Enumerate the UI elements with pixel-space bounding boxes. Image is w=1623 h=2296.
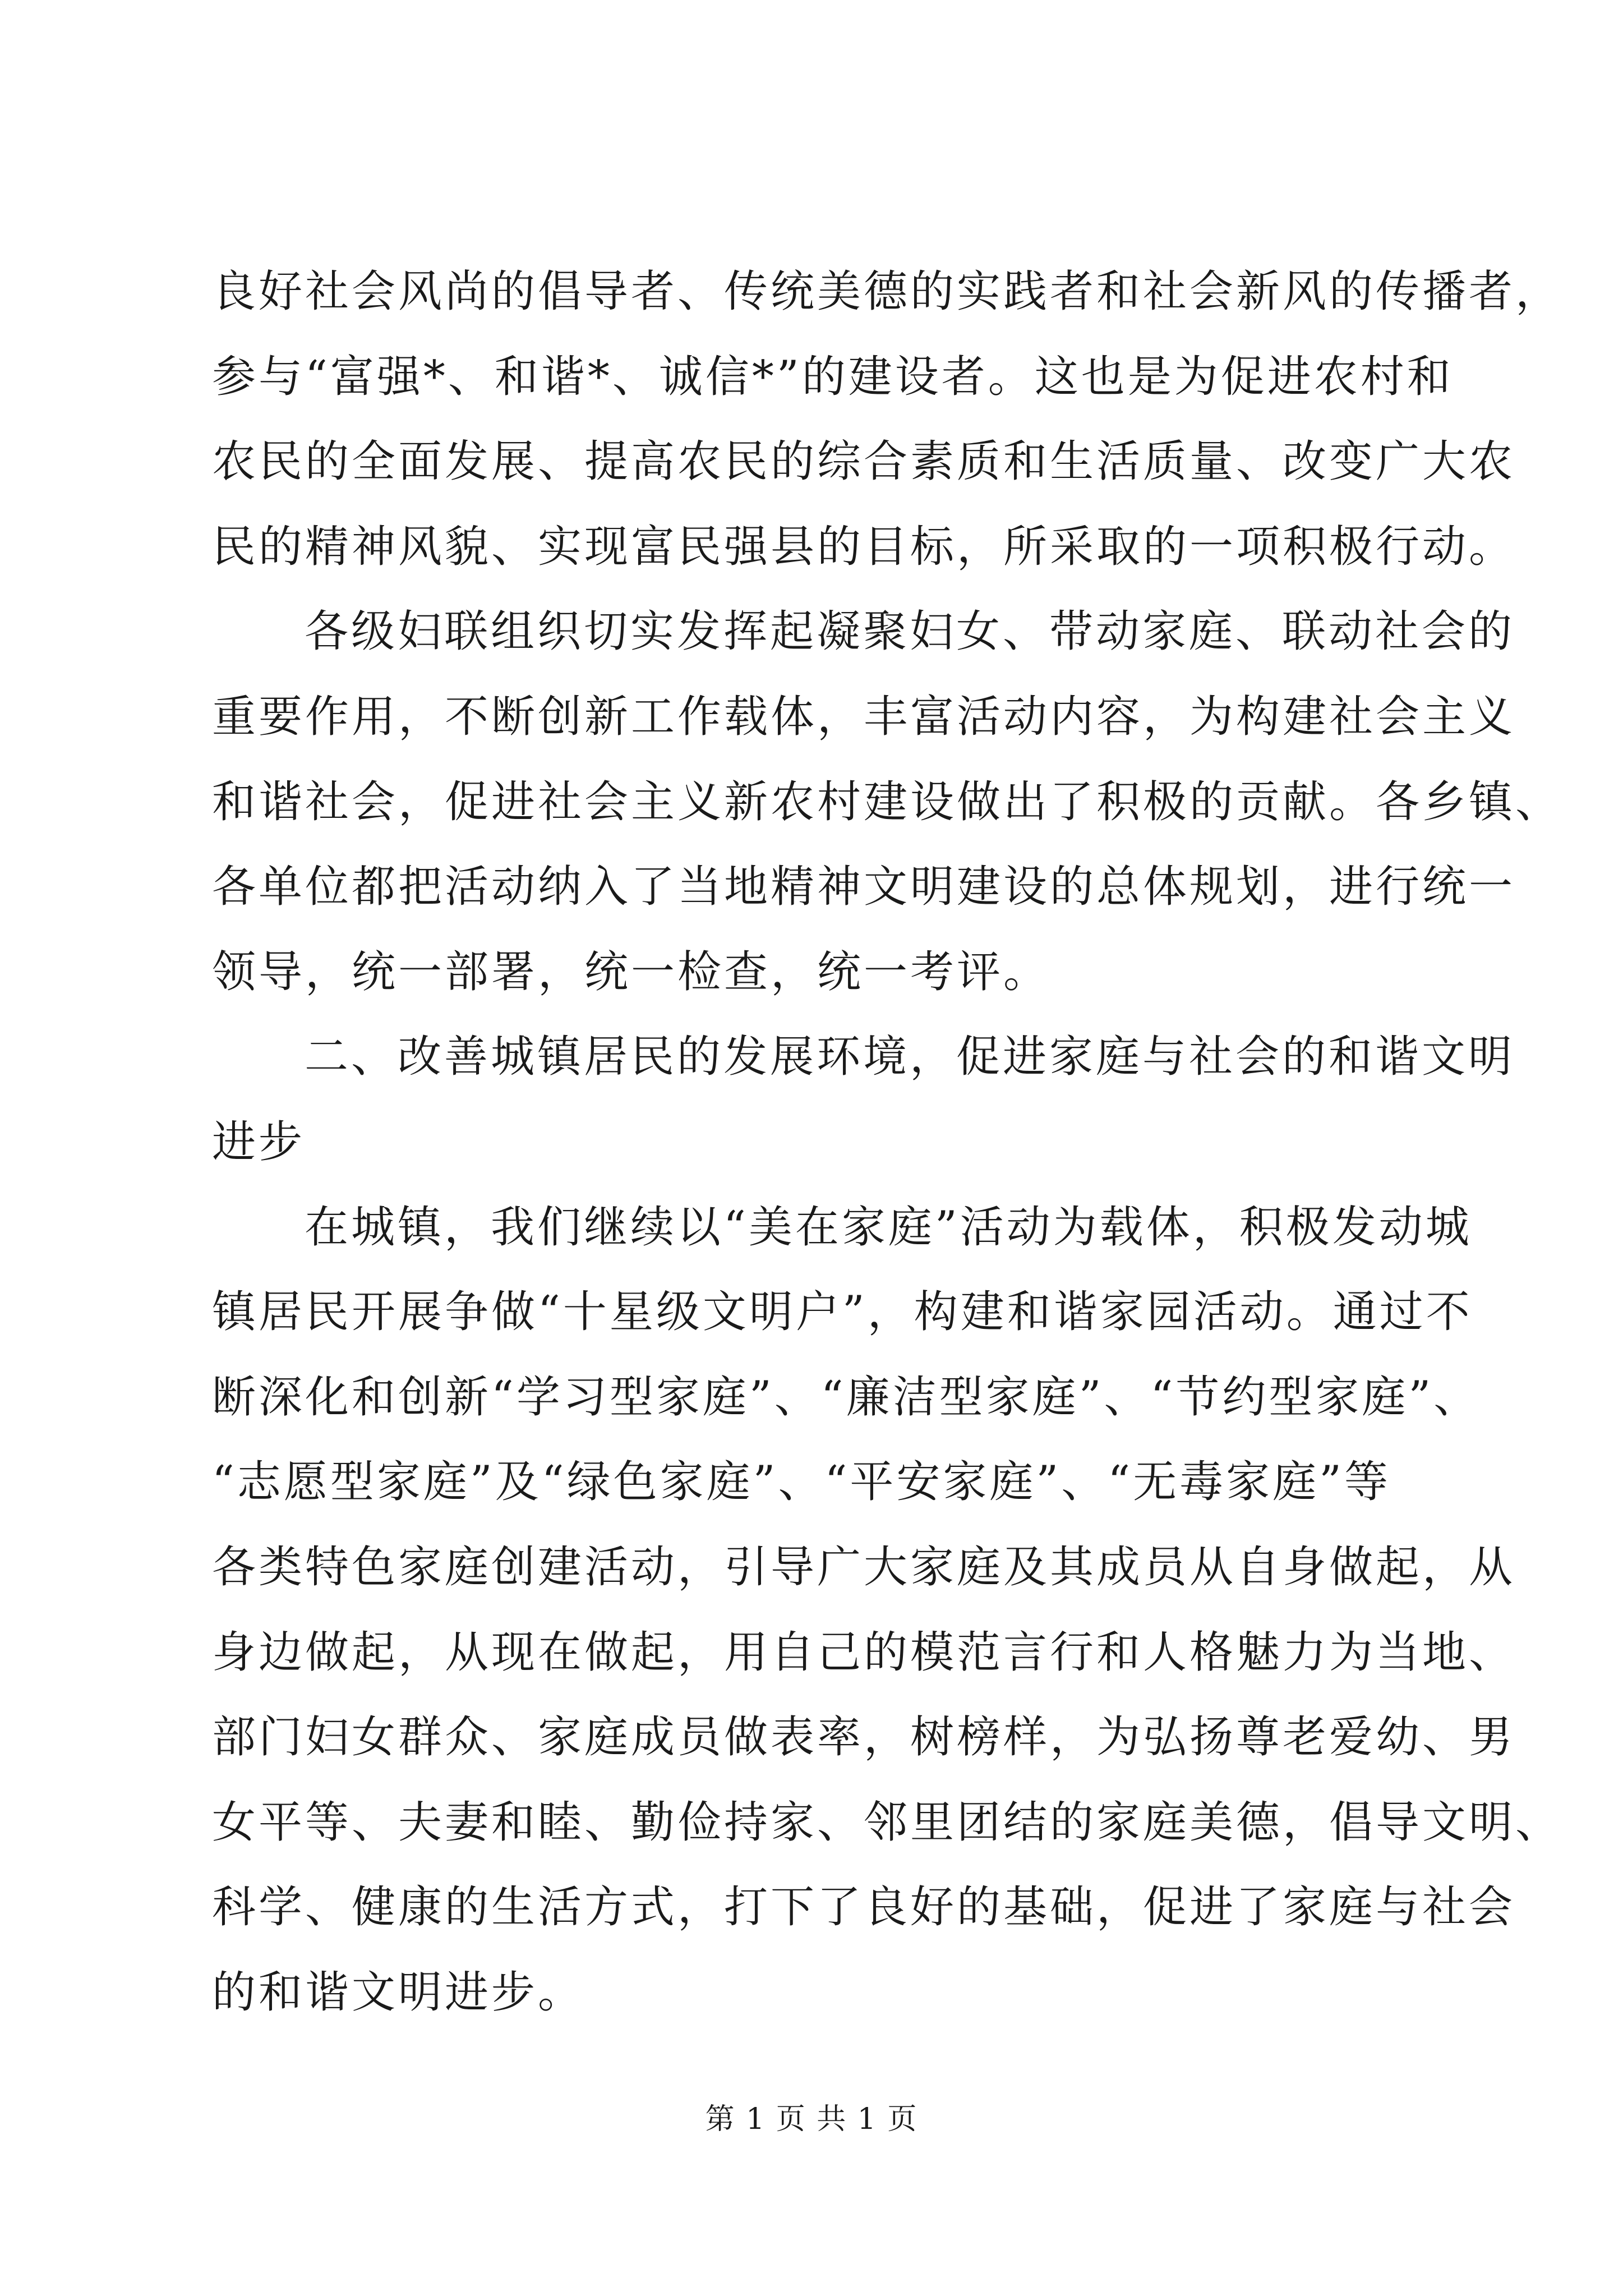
text-line: 领导，统一部署，统一检查，统一考评。 [212, 946, 1050, 997]
text-line: 断深化和创新“学习型家庭”、“廉洁型家庭”、“节约型家庭”、 [212, 1372, 1481, 1423]
text-line: 良好社会风尚的倡导者、传统美德的实践者和社会新风的传播者， [212, 266, 1562, 317]
text-line: 参与“富强*、和谐*、诚信*”的建设者。这也是为促进农村和 [212, 351, 1454, 402]
section-heading-line: 二、改善城镇居民的发展环境，促进家庭与社会的和谐文明 [305, 1032, 1515, 1083]
text-line: 镇居民开展争做“十星级文明户”，构建和谐家园活动。通过不 [212, 1287, 1473, 1338]
text-line: 农民的全面发展、提高农民的综合素质和生活质量、改变广大农 [212, 436, 1516, 487]
text-line: 的和谐文明进步。 [212, 1967, 585, 2018]
text-line: 身边做起，从现在做起，用自己的模范言行和人格魅力为当地、 [212, 1627, 1516, 1678]
text-line: 部门妇女群众、家庭成员做表率，树榜样，为弘扬尊老爱幼、男 [212, 1712, 1516, 1763]
text-line: “志愿型家庭”及“绿色家庭”、“平安家庭”、“无毒家庭”等 [212, 1457, 1391, 1508]
text-line: 女平等、夫妻和睦、勤俭持家、邻里团结的家庭美德，倡导文明、 [212, 1797, 1562, 1848]
text-line: 各单位都把活动纳入了当地精神文明建设的总体规划，进行统一 [212, 862, 1516, 913]
text-line: 在城镇，我们继续以“美在家庭”活动为载体，积极发动城 [305, 1202, 1472, 1253]
document-body [212, 250, 1562, 2035]
text-line: 和谐社会，促进社会主义新农村建设做出了积极的贡献。各乡镇、 [212, 776, 1562, 827]
section-heading-line: 进步 [212, 1116, 306, 1167]
text-line: 各类特色家庭创建活动，引导广大家庭及其成员从自身做起，从 [212, 1542, 1516, 1593]
text-line: 民的精神风貌、实现富民强县的目标，所采取的一项积极行动。 [212, 521, 1516, 572]
text-line: 各级妇联组织切实发挥起凝聚妇女、带动家庭、联动社会的 [305, 606, 1515, 657]
text-line: 科学、健康的生活方式，打下了良好的基础，促进了家庭与社会 [212, 1882, 1516, 1933]
text-line: 重要作用，不断创新工作载体，丰富活动内容，为构建社会主义 [212, 691, 1516, 742]
page-number-footer: 第 1 页 共 1 页 [705, 2102, 918, 2136]
